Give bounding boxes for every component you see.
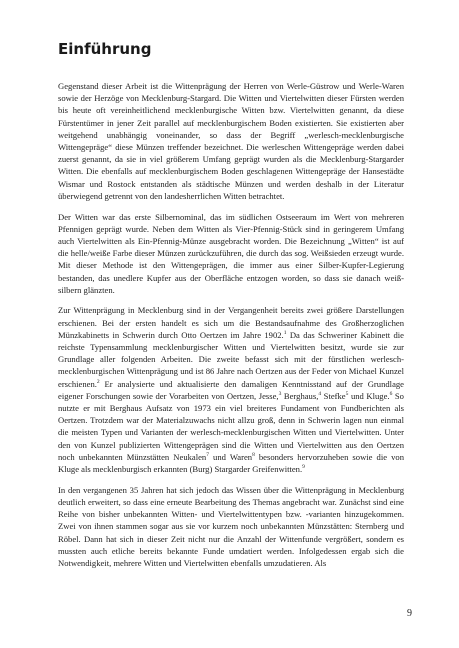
footnote-ref[interactable]: 4 [318, 391, 322, 398]
paragraph-text: und Kluge. [348, 390, 390, 401]
paragraph-text: besonders hervorzuheben sowie die von Kluge als mecklenburgisch erkannten (Burg) Stargarder Greifenwitten. [58, 451, 405, 475]
paragraph-text: Zur Wittenprägung in Mecklenburg sind in der Vergangenheit bereits zwei größere Darstellungen erschienen. Bei der ersten handelt es sich um die Bestandsaufnahme des Großherzoglichen Münzkabinetts in Schwerin durch Otto Oertzen im Jahre 1902. [58, 305, 404, 340]
footnote-ref[interactable]: 9 [302, 464, 305, 471]
paragraph [58, 80, 404, 202]
paragraph-text: Berghaus, [281, 390, 319, 401]
footnote-ref[interactable]: 6 [389, 391, 393, 398]
paragraph [58, 304, 404, 475]
paragraph-text: Stefke [321, 390, 346, 401]
footnote-ref[interactable]: 2 [96, 378, 100, 385]
chapter-body [58, 80, 404, 578]
page-number: 9 [407, 608, 412, 619]
paragraph-text: und Waren [208, 451, 253, 462]
paragraph [58, 484, 404, 569]
footnote-ref[interactable]: 5 [345, 391, 349, 398]
paragraph-text: Da das Schweriner Kabinett die reichste Typensammlung mecklenburgischer Witten und Viertelwitten besitzt, wurde sie zur Grundlage aller folgenden Arbeiten. Die zweite befasst sich mit der fürstlichen werlesch-mecklenburgischen Wittenprägung und ist 86 Jahre nach Oertzen aus der Feder von Michael Kunzel erschienen. [58, 329, 404, 389]
paragraph [58, 211, 404, 296]
paragraph-text: In den vergangenen 35 Jahren hat sich jedoch das Wissen über die Wittenprägung in Mecklenburg deutlich erweitert, so dass eine erneute Bearbeitung des Themas angebracht war. Zunächst sind eine Reihe von bisher unbekannten Witten- und Viertelwittentypen bzw. -varianten hinzugekommen. Zwei von ihnen stammen sogar aus sie vor kurzem noch unbekannten Münzstätten: Sternberg und Röbel. Dann hat sich in dieser Zeit nicht nur die Anzahl der Wittenfunde vergrößert, sondern es mussten auch etliche bereits bekannte Funde umdatiert werden. Infolgedessen ergab sich die Notwendigkeit, mehrere Witten und Viertelwitten ebenfalls umzudatieren. Als [58, 484, 404, 569]
footnote-ref[interactable]: 1 [283, 330, 287, 336]
paragraph-text: Der Witten war das erste Silbernominal, das im südlichen Ostseeraum im Wert von mehreren Pfennigen geprägt wurde. Neben dem Witten als Vier-Pfennig-Stück sind in geringerem Umfang auch Viertelwitten als Ein-Pfennig-Münze ausgebracht worden. Die Bezeichnung „Witten“ ist auf die helle/weiße Farbe dieser Münzen zurückzuführen, die durch das sog. Weißsieden erzeugt wurde. Mit dieser Methode ist den Wittengeprägen, die immer aus einer Silber-Kupfer-Legierung bestanden, das unedlere Kupfer aus der Oberfläche entzogen worden, so dass sie danach weiß-silbern glänzten. [58, 211, 404, 295]
footnote-ref[interactable]: 3 [278, 391, 282, 398]
footnote-ref[interactable]: 7 [206, 452, 209, 459]
paragraph-text: Gegenstand dieser Arbeit ist die Wittenprägung der Herren von Werle-Güstrow und Werle-Waren sowie der Herzöge von Mecklenburg-Stargard. Die Witten und Viertelwitten dieser Fürsten werden bis heute oft vereinheitlichend mecklenburgische Witten bzw. Viertelwitten genannt, da diese Fürstentümer in jener Zeit parallel auf mecklenburgischem Boden existierten. Sie existierten aber weitgehend unabhängig voneinander, so dass der Begriff „werlesch-mecklenburgische Wittengepräge“ diese Münzen treffender bezeichnet. Die werleschen Wittengepräge werden dabei zuerst genannt, da sie in viel größerem Umfang geprägt wurden als die Mecklenburg-Stargarder Witten. Die ebenfalls auf mecklenburgischem Boden geschlagenen Wittengepräge der Hansestädte Wismar und Rostock entstanden als städtische Münzen und werden deshalb in der Literatur überwiegend getrennt von den landesherrlichen Witten betrachtet. [58, 81, 404, 201]
chapter-title: Einführung [58, 40, 152, 58]
footnote-ref[interactable]: 8 [252, 452, 255, 459]
paragraph-text: So nutzte er mit Berghaus Aufsatz von 1973 ein viel breiteres Fundament von Fundberichten als Oertzen. Trotzdem war der Materialzuwachs nicht allzu groß, denn in Schwerin lagen nun einmal die meisten Typen und Varianten der werlesch-mecklenburgischen Witten und Viertelwitten. Unter den von Kunzel publizierten Wittengeprägen sind die Witten und Viertelwitten aus den Oertzen noch unbekannten Münzstätten Neukalen [58, 390, 404, 462]
paragraph-text: Er analysierte und aktualisierte den damaligen Kenntnisstand auf der Grundlage eigener Forschungen sowie der Vorarbeiten von Oertzen, Jesse, [58, 378, 404, 401]
